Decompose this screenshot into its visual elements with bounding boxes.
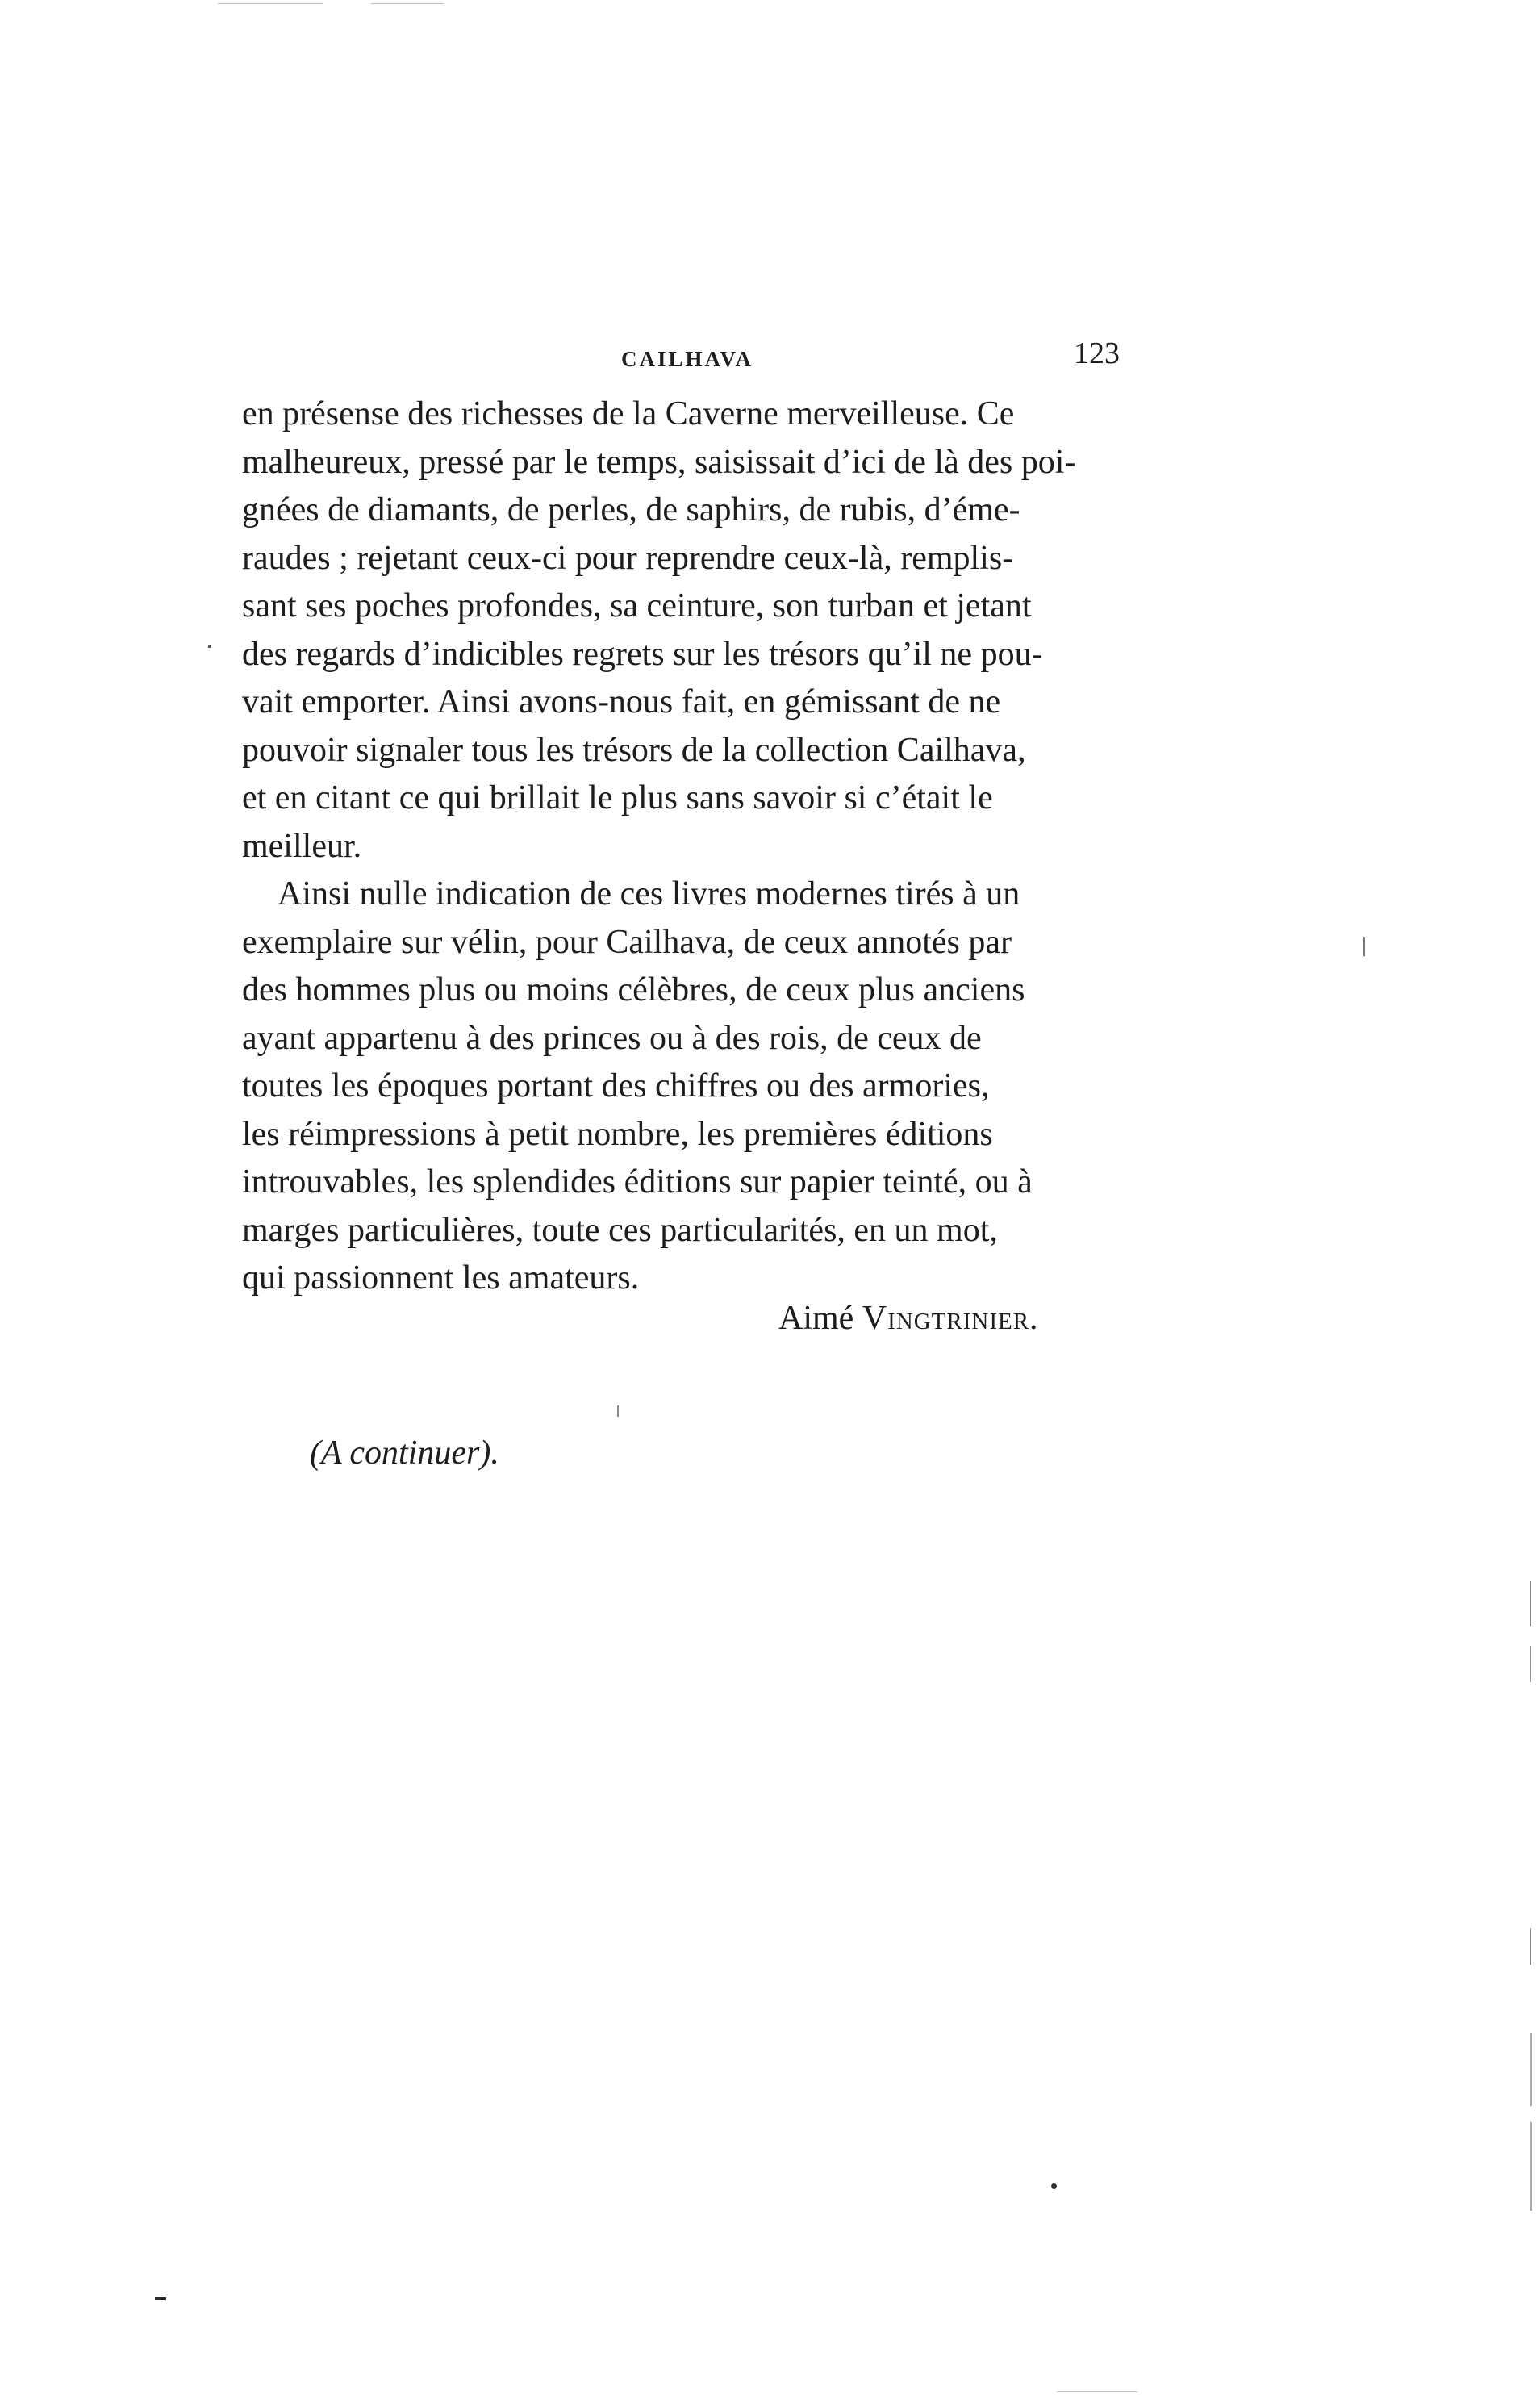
running-head	[242, 332, 1120, 381]
author-signature	[778, 1299, 1039, 1338]
text-line: meilleur.	[242, 827, 362, 865]
text-line: qui passionnent les amateurs.	[242, 1259, 640, 1297]
text-line: malheureux, pressé par le temps, saisissait d’ici de là des poi-	[242, 443, 1076, 481]
scan-speck	[617, 1405, 619, 1417]
text-line: les réimpressions à petit nombre, les premières éditions	[242, 1115, 993, 1153]
paragraph-2	[242, 871, 1120, 1303]
scan-speck	[1051, 2183, 1057, 2189]
page-edge-mark	[371, 3, 444, 4]
page-edge-mark	[1530, 1581, 1531, 1626]
text-line: marges particulières, toute ces particularités, en un mot,	[242, 1211, 998, 1249]
text-line: introuvables, les splendides éditions sur papier teinté, ou à	[242, 1163, 1033, 1201]
page-edge-mark	[1530, 2033, 1532, 2106]
text-line: des regards d’indicibles regrets sur les trésors qu’il ne pou-	[242, 635, 1043, 673]
text-line: ayant appartenu à des princes ou à des rois, de ceux de	[242, 1019, 982, 1057]
author-last-name: Vingtrinier.	[862, 1300, 1039, 1337]
scan-speck	[1363, 937, 1365, 956]
text-line: toutes les époques portant des chiffres ou des armories,	[242, 1067, 990, 1105]
page-edge-mark	[1530, 1928, 1531, 1965]
author-first-name: Aimé	[778, 1300, 854, 1337]
page-edge-mark	[1530, 1646, 1531, 1682]
text-line: pouvoir signaler tous les trésors de la collection Cailhava,	[242, 731, 1026, 769]
page-edge-mark	[1057, 2391, 1137, 2392]
text-line: des hommes plus ou moins célèbres, de ceux plus anciens	[242, 971, 1025, 1008]
page-number: 123	[1074, 336, 1120, 370]
scan-speck	[208, 645, 211, 648]
text-line: vait emporter. Ainsi avons-nous fait, en gémissant de ne	[242, 683, 1001, 720]
text-line: Ainsi nulle indication de ces livres modernes tirés à un	[278, 875, 1020, 912]
page-edge-mark	[1530, 2122, 1532, 2211]
continuation-note: (A continuer).	[310, 1434, 499, 1472]
text-line: et en citant ce qui brillait le plus sans savoir si c’était le	[242, 779, 993, 816]
paragraph-1	[242, 390, 1120, 871]
body-text	[242, 390, 1120, 1303]
text-line: sant ses poches profondes, sa ceinture, son turban et jetant	[242, 587, 1032, 624]
text-line: exemplaire sur vélin, pour Cailhava, de ceux annotés par	[242, 923, 1012, 961]
running-title: CAILHAVA	[621, 347, 754, 371]
text-line: en présense des richesses de la Caverne merveilleuse. Ce	[242, 395, 1015, 432]
text-line: raudes ; rejetant ceux-ci pour reprendre ceux-là, remplis-	[242, 539, 1014, 577]
text-line: gnées de diamants, de perles, de saphirs, de rubis, d’éme-	[242, 491, 1020, 528]
page-edge-mark	[218, 3, 323, 4]
scan-speck	[155, 2297, 166, 2300]
